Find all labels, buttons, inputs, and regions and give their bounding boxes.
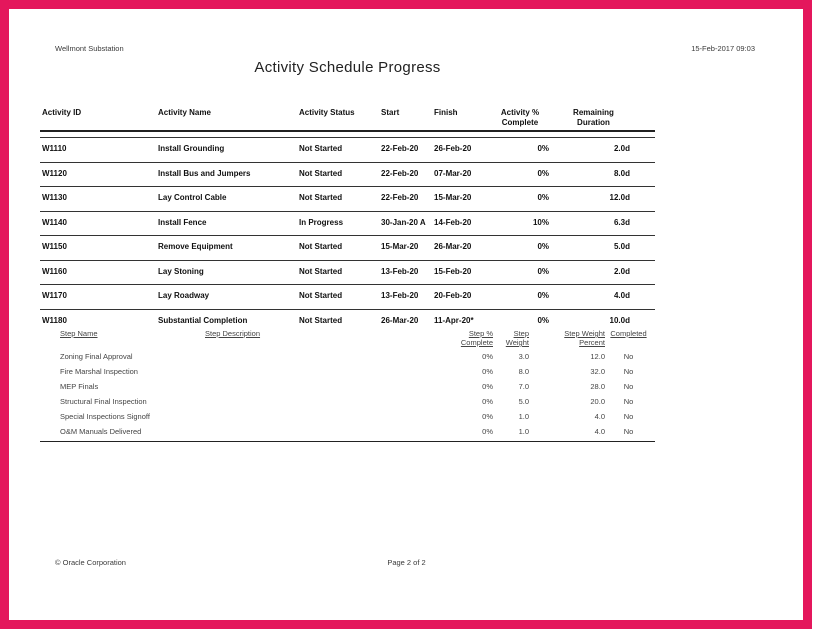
start-date-cell: 22-Feb-20 [377,187,430,212]
step-percent-cell: 0% [482,396,493,406]
filler-cell [635,138,655,163]
activity-status-cell: Not Started [297,162,377,187]
step-filler-cell [652,393,655,408]
activity-name-cell: Lay Roadway [156,285,297,310]
remaining-duration-cell: 2.0d [552,260,635,285]
filler-cell [635,285,655,310]
step-table-header [40,328,655,348]
column-header-activity-status [297,106,377,131]
finish-date-cell: 07-Mar-20 [430,162,488,187]
report-datetime: 15-Feb-2017 09:03 [691,44,755,53]
page-title: Activity Schedule Progress [254,59,441,76]
step-percent-cell: 0% [482,426,493,436]
step-description-cell [205,378,355,393]
column-header-finish [430,106,488,131]
start-date-cell: 13-Feb-20 [377,285,430,310]
step-column-header-weight [493,328,529,348]
column-header-label: Complete [501,117,539,127]
filler-cell [635,260,655,285]
start-date-cell: 22-Feb-20 [377,162,430,187]
table-row [40,309,655,327]
filler-cell [635,187,655,212]
finish-date-cell: 15-Mar-20 [430,187,488,212]
table-row [40,138,655,163]
finish-date-cell: 20-Feb-20 [430,285,488,310]
finish-date-cell: 11-Apr-20* [434,315,474,325]
finish-date-cell: 26-Mar-20 [430,236,488,261]
step-column-header-label: Complete [460,338,493,347]
step-column-header-description [205,328,355,348]
step-weight-percent-cell: 28.0 [590,381,605,391]
finish-date-cell: 15-Feb-20 [430,260,488,285]
activity-id-cell: W1170 [40,285,156,310]
table-row [40,285,655,310]
activity-name-cell: Install Grounding [156,138,297,163]
activity-status-cell: Not Started [297,138,377,163]
step-completed-cell: No [623,411,634,421]
remaining-duration-cell: 12.0d [552,187,635,212]
step-description-cell [205,348,355,363]
step-completed-cell: No [623,396,634,406]
step-column-header-percent-complete [355,328,493,348]
step-weight-cell: 8.0 [518,366,529,376]
column-header-label: Start [381,108,400,117]
remaining-duration-cell: 6.3d [552,211,635,236]
step-completed-cell: No [623,351,634,361]
activity-id-cell: W1110 [40,138,156,163]
step-name-cell: Fire Marshal Inspection [60,366,138,376]
column-header-label: Duration [577,117,610,127]
percent-complete-cell: 10% [488,211,552,236]
activity-id-cell: W1160 [40,260,156,285]
column-header-label: Activity Name [158,108,211,117]
step-filler-cell [652,363,655,378]
activity-table-body [40,138,655,328]
table-row [40,260,655,285]
step-row [40,423,655,438]
activity-status-cell: Not Started [297,285,377,310]
activity-name-cell: Install Bus and Jumpers [156,162,297,187]
filler-cell [635,236,655,261]
step-description-cell [205,408,355,423]
start-date-cell: 30-Jan-20 A [377,211,430,236]
activity-id-cell: W1180 [42,315,67,325]
step-weight-cell: 5.0 [518,396,529,406]
filler-cell [635,211,655,236]
step-column-header-label: Step Description [205,329,261,338]
step-indent-cell [40,423,60,438]
step-column-header-label: Step Weight [564,329,605,338]
remaining-duration-cell: 10.0d [609,315,630,325]
step-table [40,328,655,438]
step-filler-cell [652,423,655,438]
step-row [40,363,655,378]
step-description-cell [205,423,355,438]
filler-cell [635,309,655,327]
step-completed-cell: No [623,426,634,436]
step-row [40,348,655,363]
step-name-cell: Zoning Final Approval [60,351,133,361]
step-row [40,393,655,408]
step-column-header-weight-percent [529,328,605,348]
step-row [40,378,655,393]
activity-id-cell: W1140 [40,211,156,236]
footer-copyright: © Oracle Corporation [55,558,126,567]
start-date-cell: 15-Mar-20 [377,236,430,261]
column-header-activity-name [156,106,297,131]
column-header-activity-id [40,106,156,131]
step-column-header-label: Percent [579,338,605,347]
step-column-header-name [60,328,205,348]
activity-status-cell: In Progress [297,211,377,236]
step-weight-percent-cell: 20.0 [590,396,605,406]
step-table-body [40,348,655,438]
activity-status-cell: Not Started [297,260,377,285]
activity-table [40,106,655,327]
activity-id-cell: W1130 [40,187,156,212]
step-description-cell [205,393,355,408]
column-header-label: Activity Status [299,108,355,117]
step-indent [40,328,60,348]
activity-status-cell: Not Started [297,187,377,212]
step-weight-cell: 3.0 [518,351,529,361]
percent-complete-cell: 0% [488,285,552,310]
remaining-duration-cell: 2.0d [552,138,635,163]
step-row [40,408,655,423]
step-filler-cell [652,408,655,423]
filler-cell [635,162,655,187]
step-percent-cell: 0% [482,381,493,391]
activity-id-cell: W1150 [40,236,156,261]
step-percent-cell: 0% [482,366,493,376]
step-indent-cell [40,408,60,423]
step-indent-cell [40,393,60,408]
step-completed-cell: No [623,366,634,376]
start-date-cell: 22-Feb-20 [377,138,430,163]
percent-complete-cell: 0% [488,260,552,285]
table-row [40,187,655,212]
percent-complete-cell: 0% [488,162,552,187]
step-weight-percent-cell: 32.0 [590,366,605,376]
step-filler-cell [652,378,655,393]
table-row [40,211,655,236]
column-header-percent-complete [488,106,552,131]
step-name-cell: MEP Finals [60,381,99,391]
table-row [40,236,655,261]
project-name: Wellmont Substation [55,44,124,53]
step-weight-cell: 1.0 [518,426,529,436]
step-description-cell [205,363,355,378]
step-completed-cell: No [623,381,634,391]
column-header-label: Finish [434,108,458,117]
percent-complete-cell: 0% [488,138,552,163]
activity-status-cell: Not Started [299,315,343,325]
column-header-filler [635,106,655,131]
step-filler-cell [652,348,655,363]
step-column-header-label: Step % [468,329,493,338]
remaining-duration-cell: 5.0d [552,236,635,261]
step-column-header-completed [605,328,652,348]
step-indent-cell [40,363,60,378]
percent-complete-cell: 0% [488,236,552,261]
step-indent-cell [40,378,60,393]
percent-complete-cell: 0% [537,315,549,325]
step-percent-cell: 0% [482,351,493,361]
step-indent-cell [40,348,60,363]
step-name-cell: Structural Final Inspection [60,396,147,406]
start-date-cell: 26-Mar-20 [381,315,419,325]
finish-date-cell: 26-Feb-20 [430,138,488,163]
step-column-header-label: Step Name [60,329,98,338]
step-weight-percent-cell: 4.0 [594,411,605,421]
column-header-remaining-duration [552,106,635,131]
activity-name-cell: Substantial Completion [158,315,248,325]
activity-id-cell: W1120 [40,162,156,187]
remaining-duration-cell: 4.0d [552,285,635,310]
step-column-header-filler [652,328,655,348]
activity-name-cell: Remove Equipment [156,236,297,261]
step-weight-percent-cell: 12.0 [590,351,605,361]
step-percent-cell: 0% [482,411,493,421]
activity-name-cell: Lay Control Cable [156,187,297,212]
column-header-start [377,106,430,131]
activity-name-cell: Lay Stoning [156,260,297,285]
step-name-cell: Special Inspections Signoff [60,411,150,421]
step-name-cell: O&M Manuals Delivered [60,426,142,436]
table-row [40,162,655,187]
activity-status-cell: Not Started [297,236,377,261]
column-header-label: Activity % [500,108,540,117]
finish-date-cell: 14-Feb-20 [430,211,488,236]
step-column-header-label: Step [513,329,529,338]
step-weight-percent-cell: 4.0 [594,426,605,436]
remaining-duration-cell: 8.0d [552,162,635,187]
footer-page-number: Page 2 of 2 [387,558,426,567]
report-body [40,106,655,442]
activity-name-cell: Install Fence [156,211,297,236]
step-weight-cell: 1.0 [518,411,529,421]
step-column-header-label: Weight [505,338,529,347]
step-weight-cell: 7.0 [518,381,529,391]
activity-table-header [40,106,655,131]
step-column-header-label: Completed [610,329,647,338]
column-header-label: Activity ID [42,108,82,117]
start-date-cell: 13-Feb-20 [377,260,430,285]
percent-complete-cell: 0% [488,187,552,212]
table-bottom-rule [40,441,655,442]
column-header-label: Remaining [573,108,614,117]
